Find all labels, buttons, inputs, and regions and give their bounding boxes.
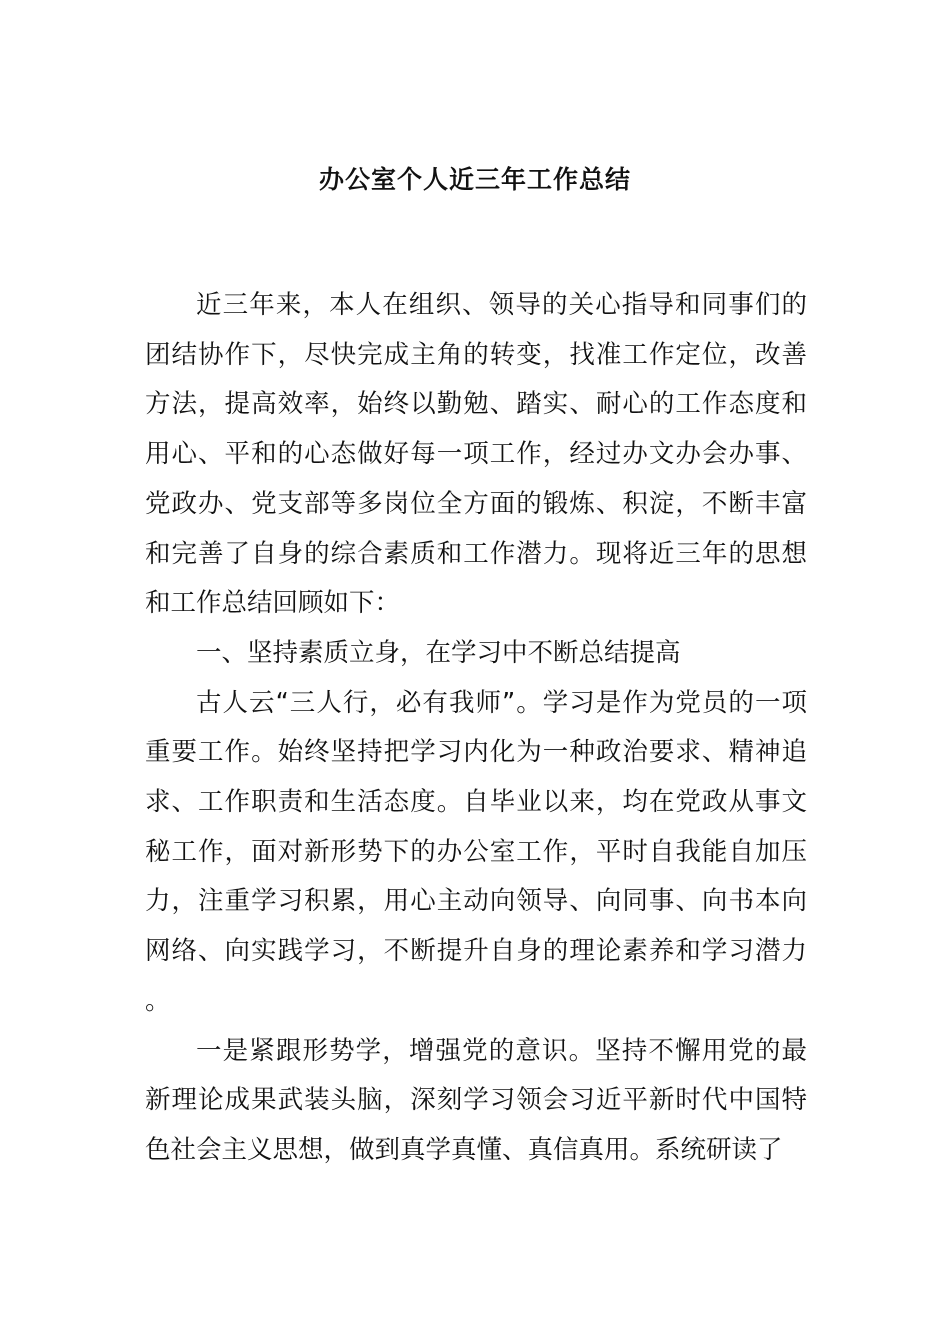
- document-title: 办公室个人近三年工作总结: [318, 165, 631, 194]
- document-body: [145, 281, 807, 1176]
- paragraph-intro: 近三年来，本人在组织、领导的关心指导和同事们的团结协作下，尽快完成主角的转变，找准工作定位，改善方法，提高效率，始终以勤勉、踏实、耐心的工作态度和用心、平和的心态做好每一项工作，经过办文办会办事、党政办、党支部等多岗位全方面的锻炼、积淀，不断丰富和完善了自身的综合素质和工作潜力。现将近三年的思想和工作总结回顾如下：: [145, 290, 807, 619]
- paragraph-study: 古人云“三人行，必有我师”。学习是作为党员的一项重要工作。始终坚持把学习内化为一种政治要求、精神追求、工作职责和生活态度。自毕业以来，均在党政从事文秘工作，面对新形势下的办公室工作，平时自我能自加压力，注重学习积累，用心主动向领导、向同事、向书本向网络、向实践学习，不断提升自身的理论素养和学习潜力。: [145, 687, 807, 1016]
- section-heading-1: 一、坚持素质立身，在学习中不断总结提高: [196, 637, 681, 668]
- paragraph-point-1: 一是紧跟形势学，增强党的意识。坚持不懈用党的最新理论成果武装头脑，深刻学习领会习近平新时代中国特色社会主义思想，做到真学真懂、真信真用。系统研读了: [145, 1035, 807, 1165]
